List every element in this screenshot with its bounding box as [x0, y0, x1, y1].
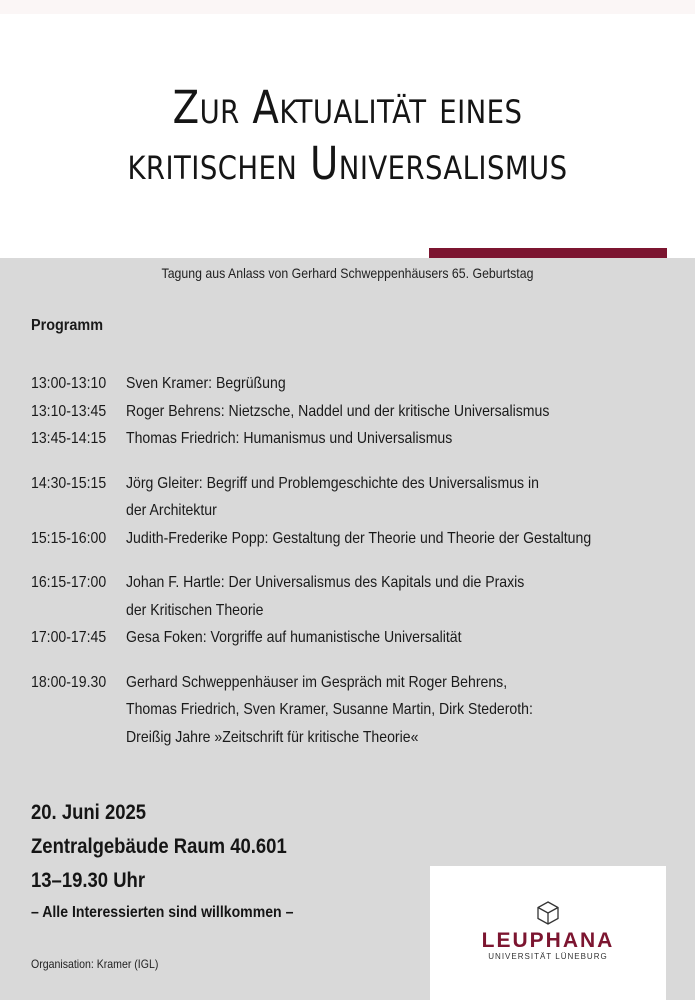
entry-time: 13:10-13:45 [31, 402, 107, 420]
program-heading: Programm [31, 317, 104, 334]
schedule-entry [31, 370, 681, 398]
entry-text: Judith-Frederike Popp: Gestaltung der Theorie und Theorie der Gestaltung [126, 529, 592, 547]
entry-text: Sven Kramer: Begrüßung [126, 375, 286, 392]
event-date: 20. Juni 2025 [31, 801, 147, 824]
event-info [31, 796, 329, 926]
page-title [49, 80, 647, 192]
entry-text: Roger Behrens: Nietzsche, Naddel und der kritische Universalismus [126, 402, 550, 420]
schedule [31, 370, 681, 751]
entry-text: Thomas Friedrich: Humanismus und Universalismus [126, 430, 453, 447]
accent-bar [429, 248, 667, 258]
entry-text: der Architektur [126, 502, 217, 519]
university-logo [430, 866, 666, 1000]
entry-time: 14:30-15:15 [31, 474, 107, 492]
entry-text: Johan F. Hartle: Der Universalismus des Kapitals und die Praxis [126, 574, 525, 591]
schedule-entry [31, 569, 681, 624]
entry-text: der Kritischen Theorie [126, 601, 264, 619]
title-line-2: kritischen Universalismus [127, 137, 568, 190]
schedule-entry [31, 624, 681, 652]
schedule-entry [31, 398, 681, 426]
organisation-note: Organisation: Kramer (IGL) [31, 957, 159, 971]
entry-time: 15:15-16:00 [31, 529, 107, 547]
entry-time: 13:45-14:15 [31, 430, 107, 447]
subtitle: Tagung aus Anlass von Gerhard Schweppenhäusers 65. Geburtstag [161, 265, 534, 281]
entry-time: 16:15-17:00 [31, 574, 107, 591]
schedule-entry [31, 425, 681, 453]
event-location: Zentralgebäude Raum 40.601 [31, 835, 287, 858]
entry-text: Jörg Gleiter: Begriff und Problemgeschichte des Universalismus in [126, 474, 539, 492]
top-strip [0, 0, 695, 14]
logo-subtitle: UNIVERSITÄT LÜNEBURG [488, 952, 608, 961]
title-line-1: Zur Aktualität eines [172, 81, 523, 134]
schedule-entry [31, 525, 681, 553]
event-hours: 13–19.30 Uhr [31, 869, 146, 892]
entry-text: Gesa Foken: Vorgriffe auf humanistische Universalität [126, 629, 462, 646]
schedule-entry [31, 470, 681, 525]
entry-time: 17:00-17:45 [31, 629, 107, 646]
entry-text: Gerhard Schweppenhäuser im Gespräch mit Roger Behrens, [126, 673, 508, 691]
entry-time: 18:00-19.30 [31, 673, 107, 691]
entry-time: 13:00-13:10 [31, 375, 107, 392]
welcome-note: – Alle Interessierten sind willkommen – [31, 904, 294, 921]
entry-text: Dreißig Jahre »Zeitschrift für kritische Theorie« [126, 728, 419, 746]
logo-wordmark: LEUPHANA [481, 929, 615, 952]
hexagon-cube-icon [537, 901, 559, 925]
entry-text: Thomas Friedrich, Sven Kramer, Susanne Martin, Dirk Stederoth: [126, 701, 533, 718]
schedule-entry [31, 669, 681, 752]
